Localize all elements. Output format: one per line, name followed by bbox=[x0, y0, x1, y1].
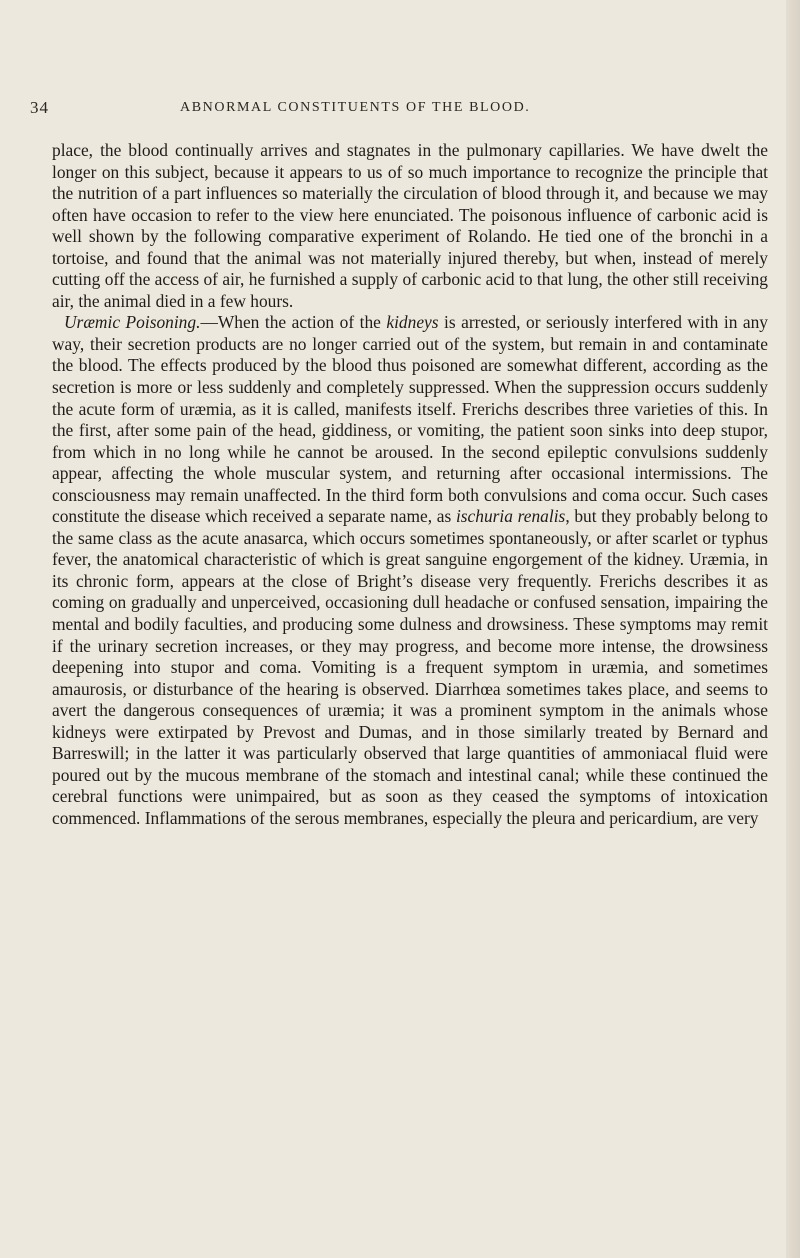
running-head bbox=[30, 98, 760, 122]
paragraph-pulmonary: place, the blood continually arrives and stagnates in the pulmonary capillaries. We have dwelt the longer on this subject, because it appears to us of so much importance to recognize the principle that the nutrition of a part influences so materially the circulation of blood through it, and because we may often have occasion to refer to the view here enunciated. The poisonous influence of carbonic acid is well shown by the following comparative experiment of Rolando. He tied one of the bronchi in a tortoise, and found that the animal was not materially injured thereby, but when, instead of merely cutting off the access of air, he furnished a supply of carbonic acid to that lung, the other still receiving air, the animal died in a few hours. bbox=[52, 140, 768, 311]
paragraph-uraemic-poisoning bbox=[52, 312, 768, 829]
term-ischuria-renalis: ischuria renalis bbox=[455, 506, 566, 527]
page-edge bbox=[786, 0, 800, 1258]
running-title: ABNORMAL CONSTITUENTS OF THE BLOOD. bbox=[180, 100, 531, 115]
paragraph-text-c: , but they probably belong to the same class as the acute anasarca, which occurs sometimes spontaneously, or after scarlet or typhus fever, the anatomical characteristic of which is great sanguine engorgement of the kidney. Uræmia, in its chronic form, appears at the close of Bright’s disease very frequently. Frerichs describes it as coming on gradually and unperceived, occasioning dull headache or confused sensation, impairing the mental and bodily faculties, and producing some dulness and drowsiness. These symptoms may remit if the urinary secretion increases, or they may progress, and become more intense, the drowsiness deepening into stupor and coma. Vomiting is a frequent symptom in uræmia, and sometimes amaurosis, or disturbance of the hearing is observed. Diarrhœa sometimes takes place, and seems to avert the dangerous consequences of uræmia; it was a prominent symptom in the animals whose kidneys were extirpated by Prevost and Dumas, and in those similarly treated by Bernard and Barreswill; in the latter it was particularly observed that large quantities of ammoniacal fluid were poured out by the mucous membrane of the stomach and intestinal canal; while these continued the cerebral functions were unimpaired, but as soon as they ceased the symptoms of intoxication commenced. Inflammations of the serous membranes, especially the pleura and pericardium, are very bbox=[52, 506, 768, 828]
term-kidneys: kidneys bbox=[386, 312, 439, 333]
paragraph-text-a: —When the action of the bbox=[200, 312, 387, 333]
paragraph-text-b: is arrested, or seriously interfered with in any way, their secretion products are no longer carried out of the system, but remain in and contaminate the blood. The effects produced by the blood thus poisoned are somewhat different, according as the secretion is more or less suddenly and completely suppressed. When the suppression occurs suddenly the acute form of uræmia, as it is called, manifests itself. Frerichs describes three varieties of this. In the first, after some pain of the head, giddiness, or vomiting, the patient soon sinks into deep stupor, from which in no long while he cannot be aroused. In the second epileptic convulsions suddenly appear, affecting the whole muscular system, and returning after occasional intermissions. The consciousness may remain unaffected. In the third form both convulsions and coma occur. Such cases constitute the disease which received a separate name, as bbox=[52, 312, 769, 527]
section-heading-uraemic-poisoning: Uræmic Poisoning. bbox=[64, 312, 201, 333]
body-text bbox=[52, 140, 768, 830]
page-number: 34 bbox=[30, 98, 49, 117]
